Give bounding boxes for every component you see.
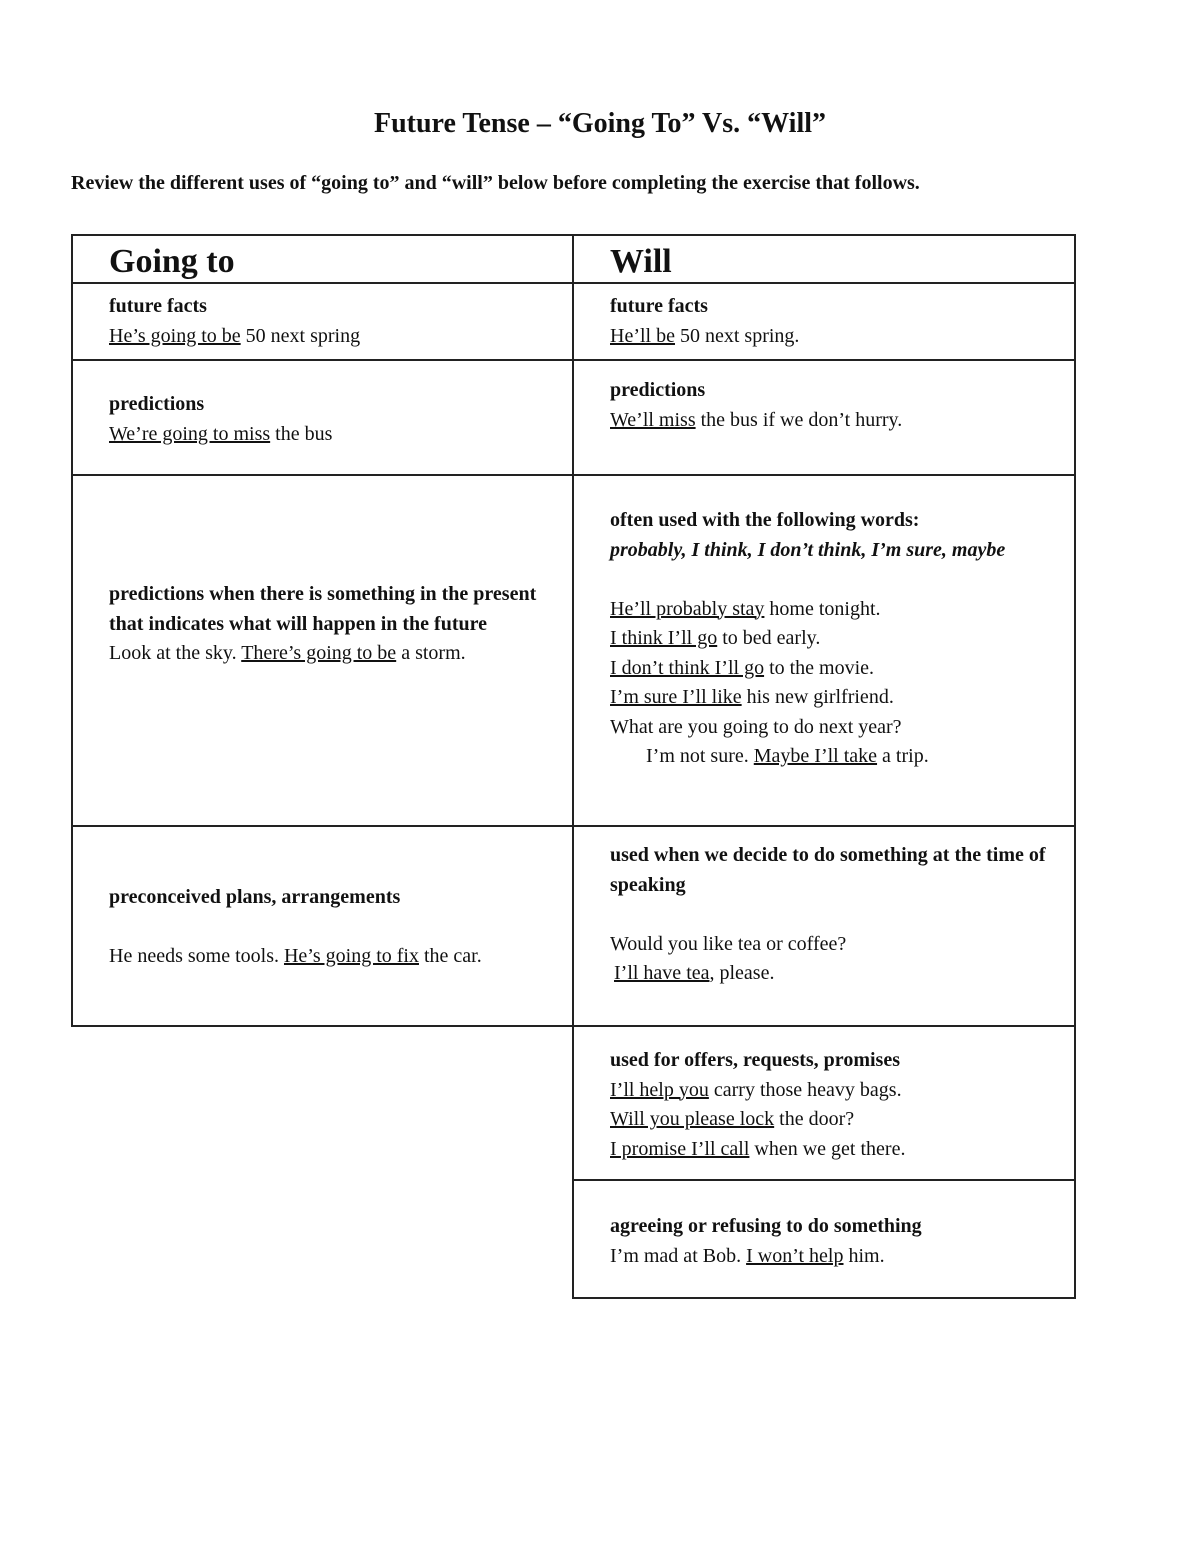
will-offers-example-3: I promise I’ll call when we get there. <box>610 1137 906 1160</box>
will-facts-example: He’ll be 50 next spring. <box>610 324 800 347</box>
going-to-evidence-cell <box>71 474 574 827</box>
going-to-plans-cell <box>71 825 574 1027</box>
will-words-example-5: What are you going to do next year? <box>610 715 902 738</box>
going-to-evidence-label: predictions when there is something in the present that indicates what will happen in the future <box>109 583 537 635</box>
header-will-label: Will <box>610 243 672 280</box>
intro-text: Review the different uses of “going to” and “will” below before completing the exercise that follows. <box>71 172 920 194</box>
will-words-example-3: I don’t think I’ll go to the movie. <box>610 656 875 679</box>
will-words-cell <box>572 474 1076 827</box>
going-to-plans-example: He needs some tools. He’s going to fix the car. <box>109 945 482 967</box>
going-to-predictions-example: We’re going to miss the bus <box>109 422 333 445</box>
will-decide-label: used when we decide to do something at the time of speaking <box>610 844 1046 896</box>
will-decide-cell <box>572 825 1076 1027</box>
will-predictions-example: We’ll miss the bus if we don’t hurry. <box>610 408 903 431</box>
will-predictions-label: predictions <box>610 379 706 401</box>
will-agree-label: agreeing or refusing to do something <box>610 1215 922 1237</box>
will-agree-cell <box>572 1179 1076 1299</box>
going-to-evidence-example: Look at the sky. There’s going to be a storm. <box>109 642 466 664</box>
will-words-list: probably, I think, I don’t think, I’m sure, maybe <box>610 538 1006 561</box>
going-to-facts-example: He’s going to be 50 next spring <box>109 324 361 347</box>
going-to-predictions-cell <box>71 359 574 476</box>
going-to-facts-cell <box>71 282 574 361</box>
will-offers-cell <box>572 1025 1076 1181</box>
header-will <box>572 234 1076 284</box>
will-words-label: often used with the following words: <box>610 509 920 531</box>
will-words-example-1: He’ll probably stay home tonight. <box>610 597 881 620</box>
will-words-example-4: I’m sure I’ll like his new girlfriend. <box>610 686 894 708</box>
going-to-plans-label: preconceived plans, arrangements <box>109 886 401 908</box>
will-agree-example: I’m mad at Bob. I won’t help him. <box>610 1244 885 1267</box>
going-to-predictions-label: predictions <box>109 393 205 415</box>
will-offers-example-1: I’ll help you carry those heavy bags. <box>610 1078 902 1101</box>
will-predictions-cell <box>572 359 1076 476</box>
will-facts-label: future facts <box>610 295 708 317</box>
will-decide-example-1: Would you like tea or coffee? <box>610 932 847 955</box>
will-words-example-6: I’m not sure. Maybe I’ll take a trip. <box>646 745 929 767</box>
will-decide-example-2: I’ll have tea, please. <box>614 962 775 984</box>
will-offers-label: used for offers, requests, promises <box>610 1049 900 1071</box>
will-offers-example-2: Will you please lock the door? <box>610 1108 855 1130</box>
will-words-example-2: I think I’ll go to bed early. <box>610 627 821 649</box>
header-going-to <box>71 234 574 284</box>
page-title: Future Tense – “Going To” Vs. “Will” <box>373 108 827 139</box>
going-to-facts-label: future facts <box>109 295 207 317</box>
header-going-to-label: Going to <box>109 243 235 280</box>
will-facts-cell <box>572 282 1076 361</box>
